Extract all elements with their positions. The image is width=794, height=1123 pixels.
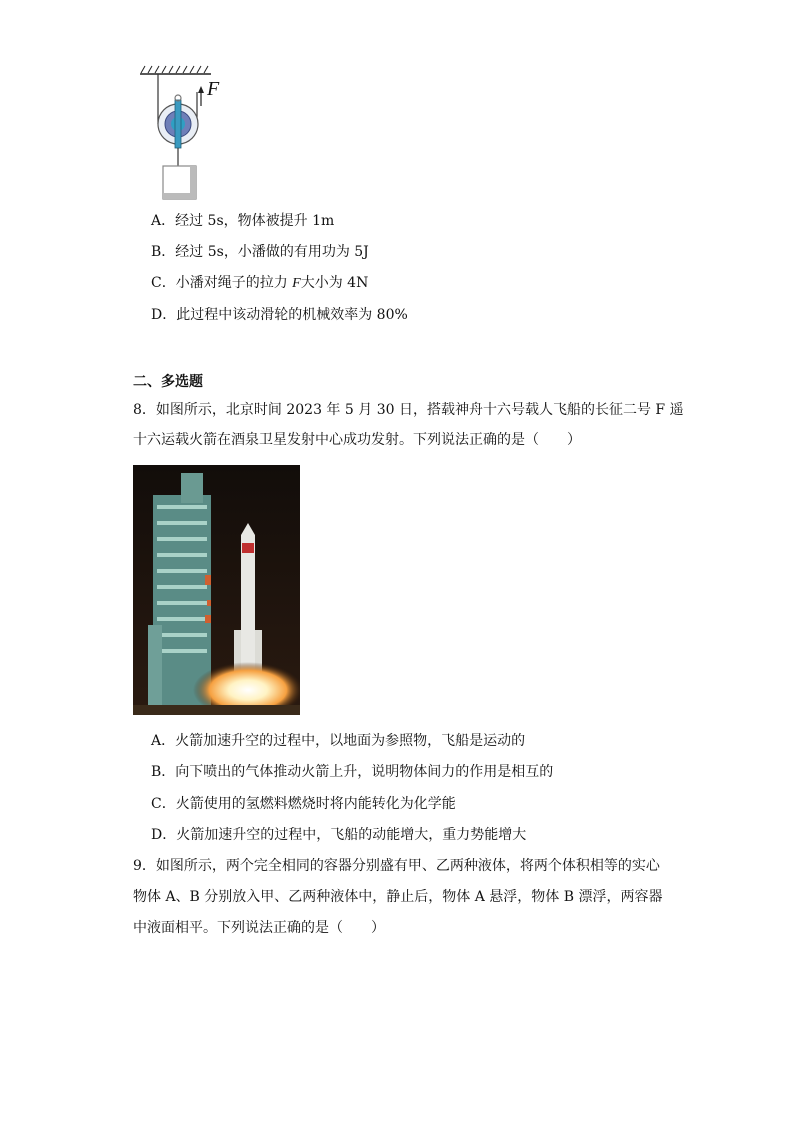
- q7-option-a: A．经过 5s，物体被提升 1m: [151, 213, 335, 229]
- q9-stem-line-1: 9．如图所示，两个完全相同的容器分别盛有甲、乙两种液体，将两个体积相等的实心: [133, 858, 660, 874]
- q7-option-c-post: 大小为 4N: [300, 275, 369, 291]
- section-heading: 二、多选题: [133, 374, 203, 390]
- q8-stem-line-1: 8．如图所示，北京时间 2023 年 5 月 30 日，搭载神舟十六号载人飞船的长征二号 F 遥: [133, 402, 684, 418]
- rocket-flag: [242, 543, 254, 553]
- force-arrow-head: [198, 86, 204, 93]
- q7-option-d: D．此过程中该动滑轮的机械效率为 80%: [151, 307, 408, 323]
- pulley-diagram: [135, 62, 235, 204]
- pulley-frame: [175, 100, 181, 148]
- force-label: F: [207, 78, 220, 100]
- pulley-diagram-svg: [135, 62, 235, 204]
- q7-option-c-var: F: [292, 276, 301, 291]
- q8-option-d: D．火箭加速升空的过程中，飞船的动能增大，重力势能增大: [151, 827, 527, 843]
- ground: [133, 705, 300, 715]
- q9-stem-line-3: 中液面相平。下列说法正确的是（ ）: [133, 920, 385, 936]
- q7-option-c-pre: C．小潘对绳子的拉力: [151, 275, 293, 291]
- ceiling-hatch: [141, 66, 208, 73]
- q7-option-b: B．经过 5s，小潘做的有用功为 5J: [151, 244, 369, 260]
- q8-option-b: B．向下喷出的气体推动火箭上升，说明物体间力的作用是相互的: [151, 764, 554, 780]
- load-block-shade-bottom: [163, 193, 196, 199]
- q9-stem-line-2: 物体 A、B 分别放入甲、乙两种液体中，静止后，物体 A 悬浮，物体 B 漂浮，两容器: [133, 889, 663, 905]
- rocket-launch-photo: [133, 465, 300, 715]
- rocket-body: [241, 535, 255, 675]
- q8-option-c: C．火箭使用的氢燃料燃烧时将内能转化为化学能: [151, 796, 456, 812]
- q8-stem-line-2: 十六运载火箭在酒泉卫星发射中心成功发射。下列说法正确的是（ ）: [133, 432, 581, 448]
- q7-option-c: [151, 273, 368, 294]
- rocket-launch-svg: [133, 465, 300, 715]
- tower-top: [181, 473, 203, 503]
- tower-base-left: [148, 625, 162, 705]
- q8-option-a: A．火箭加速升空的过程中，以地面为参照物，飞船是运动的: [151, 733, 526, 749]
